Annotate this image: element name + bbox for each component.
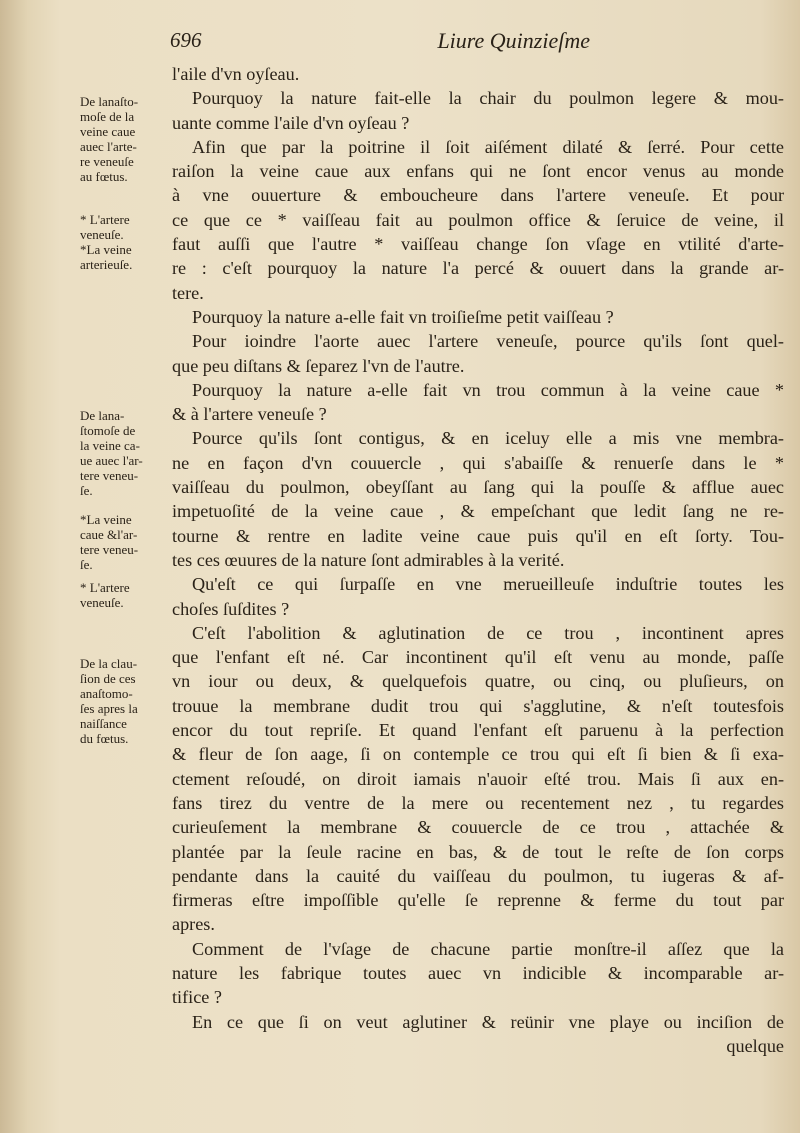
margin-line: * L'artere	[80, 212, 130, 227]
text-line: tourne & rentre en ladite veine caue puis qu'il en eſt ſorty. Tou-	[172, 525, 784, 546]
text-line: que l'enfant eſt né. Car incontinent qu'il eſt venu au monde, paſſe	[172, 647, 784, 668]
page-number: 696	[170, 28, 202, 52]
text-line: re : c'eſt pourquoy la nature l'a percé & ouuert dans la grande ar-	[172, 258, 784, 279]
text-line: tere.	[172, 282, 204, 303]
text-line: raiſon la veine caue aux enfans qui ne ſont encor venus au monde	[172, 161, 784, 182]
text-line: trouue la membrane dudit trou qui s'agglutine, & n'eſt toutesfois	[172, 695, 784, 716]
margin-line: anaſtomo-	[80, 686, 133, 701]
text-line: impetuoſité de la veine caue , & empeſchant que ledit ſang ne re-	[172, 501, 784, 522]
text-line: ne en façon d'vn couuercle , qui s'abaiſſe & renuerſe dans le *	[172, 452, 784, 473]
margin-note	[80, 94, 164, 184]
margin-note	[80, 212, 164, 272]
main-text	[172, 62, 784, 1058]
margin-line: tere veneu-	[80, 542, 139, 557]
margin-note	[80, 656, 164, 746]
text-line: plantée par la ſeule racine en bas, & de tout le reſte de ſon corps	[172, 841, 784, 862]
margin-line: la veine ca-	[80, 438, 140, 453]
margin-line: veneuſe.	[80, 227, 124, 242]
text-line: & fleur de ſon aage, ſi on contemple ce trou qui eſt ſi bien & ſi exa-	[172, 744, 784, 765]
margin-note	[80, 512, 164, 572]
text-line: tes ces œuures de la nature ſont admirables à la verité.	[172, 549, 565, 570]
margin-line: De la clau-	[80, 656, 138, 671]
text-line: Qu'eſt ce qui ſurpaſſe en vne merueilleuſe induſtrie toutes les	[192, 574, 784, 595]
text-line: fans tirez du ventre de la mere ou recentement nez , tu regardes	[172, 792, 784, 813]
text-line: ce que ce * vaiſſeau fait au poulmon office & ſeruice de veine, il	[172, 209, 784, 230]
margin-line: De lanaſto-	[80, 94, 139, 109]
margin-line: re veneuſe	[80, 154, 134, 169]
text-line: vaiſſeau du poulmon, obeyſſant au ſang qui la pouſſe & afflue auec	[172, 477, 784, 498]
margin-line: ue auec l'ar-	[80, 453, 143, 468]
margin-line: arterieuſe.	[80, 257, 133, 272]
margin-line: tere veneu-	[80, 468, 139, 483]
text-line: curieuſement la membrane & couuercle de ce trou , attachée &	[172, 817, 784, 838]
margin-line: De lana-	[80, 408, 125, 423]
text-line: Pourquoy la nature fait-elle la chair du poulmon legere & mou-	[192, 88, 784, 109]
margin-line: * L'artere	[80, 580, 130, 595]
margin-line: ſion de ces	[80, 671, 136, 686]
margin-note	[80, 580, 164, 610]
text-line: à vne ouuerture & emboucheure dans l'artere veneuſe. Et pour	[172, 185, 784, 206]
margin-line: *La veine	[80, 242, 132, 257]
margin-line: veine caue	[80, 124, 136, 139]
margin-line: du fœtus.	[80, 731, 129, 746]
text-line: choſes ſuſdites ?	[172, 598, 290, 619]
margin-line: naiſſance	[80, 716, 127, 731]
catchword: quelque	[726, 1035, 784, 1056]
text-line: uante comme l'aile d'vn oyſeau ?	[172, 112, 410, 133]
text-line: apres.	[172, 914, 215, 935]
running-title: Liure Quinzieſme	[437, 28, 590, 53]
text-line: encor du tout repriſe. Et quand l'enfant eſt paruenu à la perfection	[172, 720, 784, 741]
text-line: Pourquoy la nature a-elle fait vn trou commun à la veine caue *	[192, 379, 784, 400]
margin-line: ſes apres la	[80, 701, 138, 716]
text-line: En ce que ſi on veut aglutiner & reünir vne playe ou inciſion de	[192, 1011, 784, 1032]
margin-line: veneuſe.	[80, 595, 124, 610]
margin-line: auec l'arte-	[80, 139, 137, 154]
text-line: pendante dans la cauité du vaiſſeau du poulmon, tu iugeras & af-	[172, 865, 784, 886]
text-line: que peu diſtans & ſeparez l'vn de l'autre.	[172, 355, 465, 376]
text-line: Pource qu'ils ſont contigus, & en iceluy elle a mis vne membra-	[192, 428, 784, 449]
margin-line: moſe de la	[80, 109, 135, 124]
text-line: l'aile d'vn oyſeau.	[172, 64, 300, 84]
text-line: C'eſt l'abolition & aglutination de ce trou , incontinent apres	[192, 622, 784, 643]
text-line: Pour ioindre l'aorte auec l'artere veneuſe, pource qu'ils ſont quel-	[192, 331, 784, 352]
margin-line: ſe.	[80, 557, 93, 572]
text-line: Comment de l'vſage de chacune partie monſtre-il aſſez que la	[192, 938, 784, 959]
margin-line: au fœtus.	[80, 169, 128, 184]
text-line: firmeras eſtre impoſſible qu'elle ſe reprenne & ferme du tout par	[172, 890, 784, 911]
margin-line: caue &l'ar-	[80, 527, 138, 542]
text-line: nature les fabrique toutes auec vn indicible & incomparable ar-	[172, 962, 784, 983]
text-line: vn iour ou deux, & quelquefois quatre, ou cinq, ou pluſieurs, on	[172, 671, 784, 692]
margin-line: ſtomoſe de	[80, 423, 136, 438]
text-line: tifice ?	[172, 987, 222, 1008]
text-line: Afin que par la poitrine il ſoit aiſément dilaté & ſerré. Pour cette	[192, 136, 784, 157]
margin-line: *La veine	[80, 512, 132, 527]
page-header	[170, 28, 590, 58]
margin-note	[80, 408, 164, 498]
text-line: faut auſſi que l'autre * vaiſſeau change ſon vſage en vtilité d'arte-	[172, 234, 784, 255]
text-line: ctement reſoudé, on diroit iamais n'auoir eſté trou. Mais ſi aux en-	[172, 768, 784, 789]
text-line: Pourquoy la nature a-elle fait vn troiſieſme petit vaiſſeau ?	[192, 306, 614, 327]
margin-line: ſe.	[80, 483, 93, 498]
text-line: & à l'artere veneuſe ?	[172, 404, 327, 425]
